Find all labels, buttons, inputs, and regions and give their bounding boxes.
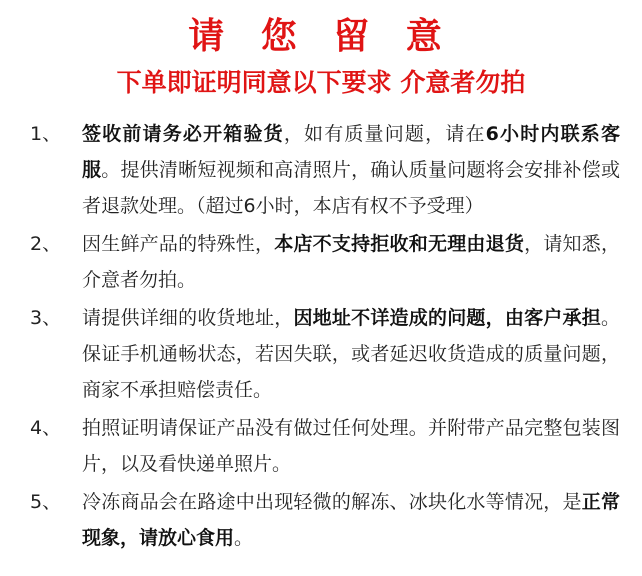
rule-number: 3、 (30, 307, 62, 329)
rule-emphasis: 6小时内联系客服 (82, 123, 620, 181)
rule-emphasis: 正常现象，请放心食用 (82, 491, 620, 549)
rule-item-2 (30, 226, 620, 298)
rule-number: 4、 (30, 417, 62, 439)
rule-emphasis: 本店不支持拒收和无理由退货 (274, 233, 525, 255)
rule-fragment: ，如有质量问题，请在 (283, 123, 486, 145)
rule-text (82, 410, 620, 482)
rule-fragment: 因生鲜产品的特殊性， (82, 233, 275, 255)
rule-item-1 (30, 116, 620, 224)
rule-number: 2、 (30, 233, 62, 255)
rule-text (82, 226, 620, 298)
notice-title: 请 您 留 意 (188, 16, 454, 57)
rule-fragment: 请提供详细的收货地址， (82, 307, 294, 329)
rule-fragment: 。 (234, 527, 254, 549)
rule-text (82, 484, 620, 556)
rule-fragment: 。保证手机通畅状态，若因失联，或者延迟收货造成的质量问题，商家不承担赔偿责任。 (82, 307, 620, 401)
rule-text (82, 300, 620, 408)
rule-fragment: 冷冻商品会在路途中出现轻微的解冻、冰块化水等情况，是 (82, 491, 582, 513)
rule-number: 5、 (30, 491, 62, 513)
rule-item-3 (30, 300, 620, 408)
rule-emphasis: 签收前请务必开箱验货 (82, 123, 284, 145)
rule-fragment: 拍照证明请保证产品没有做过任何处理。并附带产品完整包装图片，以及看快递单照片。 (82, 417, 620, 475)
rule-item-4 (30, 410, 620, 482)
rule-text (82, 116, 620, 224)
rule-fragment: ，请知悉，介意者勿拍。 (82, 233, 620, 291)
rule-item-5 (30, 484, 620, 556)
rule-fragment: 。提供清晰短视频和高清照片，确认质量问题将会安排补偿或者退款处理。（超过6小时，本店有权不予受理） (82, 159, 620, 217)
rule-emphasis: 因地址不详造成的问题，由客户承担 (293, 307, 601, 329)
rules-list (30, 116, 620, 558)
notice-subtitle: 下单即证明同意以下要求 介意者勿拍 (116, 68, 526, 97)
rule-number: 1、 (30, 123, 62, 145)
